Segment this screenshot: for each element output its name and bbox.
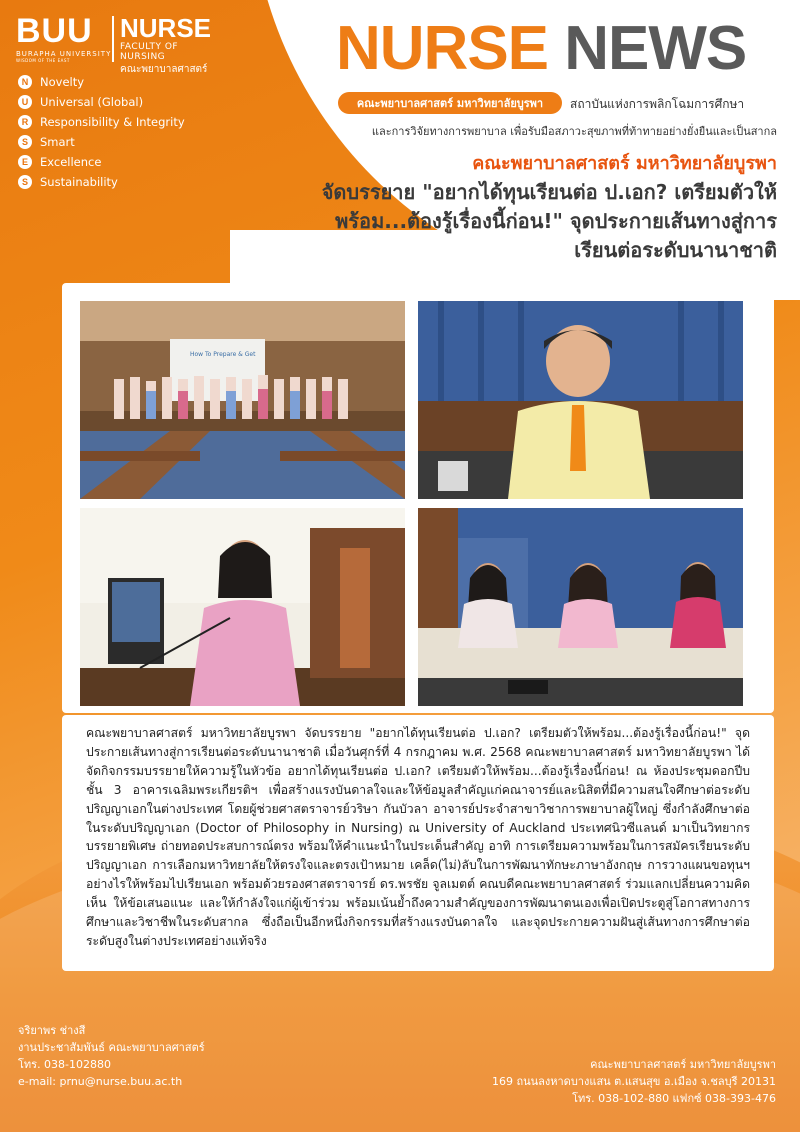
value-letter-icon: R: [18, 115, 32, 129]
value-item: [18, 112, 185, 132]
footer-address: [420, 1056, 776, 1107]
headline-line: พร้อม...ต้องรู้เรื่องนี้ก่อน!" จุดประกายเส้นทางสู่การ: [335, 209, 777, 233]
article-headline: [260, 178, 777, 265]
faculty-logo: [16, 12, 212, 75]
core-values-list: [18, 72, 185, 192]
masthead-word-nurse: NURSE: [336, 14, 549, 83]
faculty-name-th: คณะพยาบาลศาสตร์: [120, 64, 208, 75]
photo-attendees: [418, 508, 743, 706]
photo-dean: [418, 301, 743, 499]
value-label: Novelty: [40, 75, 85, 89]
footer-unit: งานประชาสัมพันธ์ คณะพยาบาลศาสตร์: [18, 1041, 205, 1054]
value-letter-icon: S: [18, 135, 32, 149]
value-letter-icon: U: [18, 95, 32, 109]
footer-street: 169 ถนนลงหาดบางแสน ต.แสนสุข อ.เมือง จ.ชลบุรี 20131: [491, 1075, 776, 1088]
buu-wordmark: BUU: [16, 12, 93, 50]
faculty-name-en: FACULTY OF NURSING: [120, 42, 179, 62]
masthead-word-news: NEWS: [564, 14, 747, 83]
value-item: [18, 72, 185, 92]
tagline-line-2: และการวิจัยทางการพยาบาล เพื่อรับมือสภาวะสุขภาพที่ท้าทายอย่างยั่งยืนและเป็นสากล: [371, 125, 777, 138]
nurse-wordmark: NURSE: [120, 13, 212, 43]
value-label: Sustainability: [40, 175, 118, 189]
value-label: Excellence: [40, 155, 102, 169]
value-letter-icon: E: [18, 155, 32, 169]
value-item: [18, 152, 185, 172]
value-letter-icon: N: [18, 75, 32, 89]
photo-group: [80, 301, 405, 499]
headline-line: เรียนต่อระดับนานาชาติ: [574, 238, 777, 262]
faculty-pill: คณะพยาบาลศาสตร์ มหาวิทยาลัยบูรพา: [338, 92, 562, 114]
footer-email[interactable]: e-mail: prnu@nurse.buu.ac.th: [18, 1075, 183, 1088]
value-label: Smart: [40, 135, 75, 149]
headline-line: จัดบรรยาย "อยากได้ทุนเรียนต่อ ป.เอก? เตรียมตัวให้: [321, 180, 777, 204]
footer-org: คณะพยาบาลศาสตร์ มหาวิทยาลัยบูรพา: [590, 1058, 776, 1071]
photo-speaker: [80, 508, 405, 706]
buu-university-name: BURAPHA UNIVERSITY: [16, 50, 112, 58]
footer-phone: โทร. 038-102-880 แฟกซ์ 038-393-476: [572, 1092, 776, 1105]
value-label: Responsibility & Integrity: [40, 115, 185, 129]
value-item: [18, 132, 185, 152]
value-item: [18, 92, 185, 112]
footer-tel: โทร. 038-102880: [18, 1058, 112, 1071]
tagline-line-1: สถาบันแห่งการพลิกโฉมการศึกษา: [570, 97, 745, 111]
footer-contact: [18, 1022, 205, 1090]
footer-author: จริยาพร ช่างสี: [18, 1024, 86, 1037]
masthead-title: [336, 14, 747, 83]
value-letter-icon: S: [18, 175, 32, 189]
value-label: Universal (Global): [40, 95, 144, 109]
slide-title-text: How To Prepare & Get: [190, 351, 256, 358]
buu-motto: WISDOM OF THE EAST: [16, 58, 70, 63]
value-item: [18, 172, 185, 192]
logo-divider: [112, 16, 114, 62]
article-body: คณะพยาบาลศาสตร์ มหาวิทยาลัยบูรพา จัดบรรยาย "อยากได้ทุนเรียนต่อ ป.เอก? เตรียมตัวให้พร้อม...ต้องรู้เรื่องนี้ก่อน!" จุดประกายเส้นทางสู่การเรียนต่อระดับนานาชาติ เมื่อวันศุกร์ที่ 4 กรกฎาคม พ.ศ. 2568 คณะพยาบาลศาสตร์ มหาวิทยาลัยบูรพา ได้จัดกิจกรรมบรรยายให้ความรู้ในหัวข้อ อยากได้ทุนเรียนต่อ ป.เอก? เตรียมตัวให้พร้อม...ต้องรู้เรื่องนี้ก่อน! ณ ห้องประชุมดอกปีบ ชั้น 3 อาคารเฉลิมพระเกียรติฯ เพื่อสร้างแรงบันดาลใจและให้ข้อมูลสำคัญแก่คณาจารย์และนิสิตที่มีความสนใจศึกษาต่อระดับปริญญาเอกในต่างประเทศ โดยผู้ช่วยศาสตราจารย์วริษา กันบัวลา อาจารย์ประจำสาขาวิชาการพยาบาลผู้ใหญ่ ซึ่งกำลังศึกษาต่อในระดับปริญญาเอก (Doctor of Philosophy in Nursing) ณ University of Auckland ประเทศนิวซีแลนด์ มาเป็นวิทยากรบรรยายพิเศษ ถ่ายทอดประสบการณ์ตรง พร้อมให้คำแนะนำในประเด็นสำคัญ อาทิ การเตรียมความพร้อมในการสมัครเรียนระดับปริญญาเอก การเลือกมหาวิทยาลัยให้ตรงใจและตรงเป้าหมาย เคล็ด(ไม่)ลับในการพัฒนาทักษะภาษาอังกฤษ การวางแผนขอทุนฯ อย่างไรให้พร้อมไปเรียนเอก พร้อมด้วยรองศาสตราจารย์ ดร.พรชัย จูลเมตต์ คณบดีคณะพยาบาลศาสตร์ ร่วมแลกเปลี่ยนความคิดเห็น ให้ข้อเสนอแนะ และให้กำลังใจแก่ผู้เข้าร่วม พร้อมเน้นย้ำถึงความสำคัญของการพัฒนาตนเองเพื่อเปิดประตูสู่โอกาสทางการศึกษาและวิชาชีพในระดับสากล ซึ่งถือเป็นอีกหนึ่งกิจกรรมที่สร้างแรงบันดาลใจ และจุดประกายความฝันสู่เส้นทางการศึกษาต่อระดับสูงในต่างประเทศอย่างแท้จริง: [86, 726, 750, 948]
nurse-wordmark-block: [120, 14, 211, 77]
article-faculty: คณะพยาบาลศาสตร์ มหาวิทยาลัยบูรพา: [472, 153, 777, 174]
